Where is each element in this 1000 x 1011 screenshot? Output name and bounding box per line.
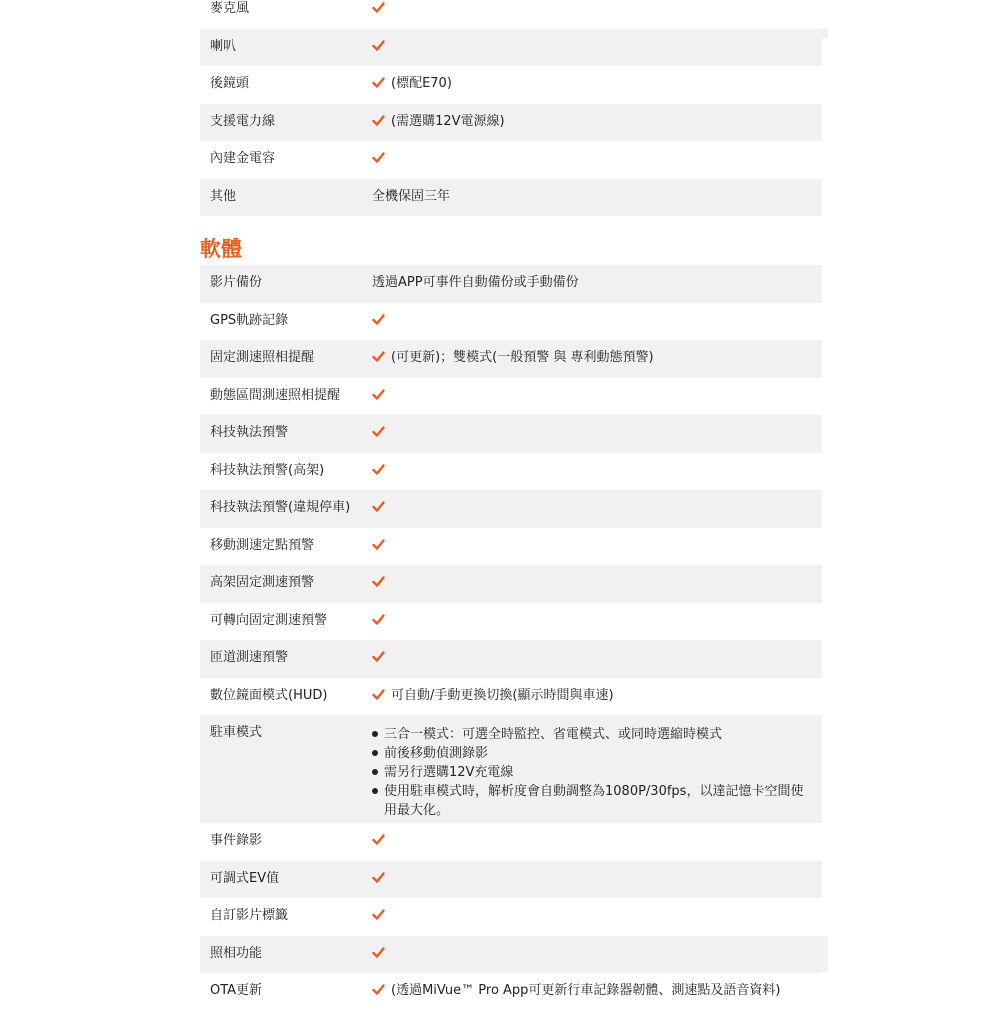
checkmark-icon xyxy=(372,650,385,663)
spec-row xyxy=(200,603,822,641)
spec-row xyxy=(200,141,822,179)
spec-row-value xyxy=(372,66,810,102)
spec-row-value xyxy=(372,0,810,27)
checkmark-icon xyxy=(372,313,385,326)
spec-row xyxy=(200,265,822,303)
spec-row-label: 後鏡頭 xyxy=(210,76,250,91)
spec-row-value xyxy=(372,415,810,451)
bullet-item: 需另行選購12V充電線 xyxy=(372,763,814,782)
bullet-item: 使用駐車模式時，解析度會自動調整為1080P/30fps，以達記憶卡空間使用最大化。 xyxy=(372,782,814,820)
spec-row-label: 事件錄影 xyxy=(210,833,263,848)
spec-row-value xyxy=(372,490,810,526)
spec-row xyxy=(200,565,822,603)
spec-row-label: 匝道測速預警 xyxy=(210,650,289,665)
checkmark-icon xyxy=(372,39,385,52)
spec-row-label: OTA更新 xyxy=(210,983,263,998)
checkmark-icon xyxy=(372,76,385,89)
spec-row-note: 可自動/手動更換切換(顯示時間與車速) xyxy=(391,687,614,703)
spec-row-label: 數位鏡面模式(HUD) xyxy=(210,687,328,703)
checkmark-icon xyxy=(372,613,385,626)
spec-row-label: 支援電力線 xyxy=(210,113,276,129)
spec-row-value xyxy=(372,453,810,489)
spec-row-label: 內建金電容 xyxy=(210,151,276,166)
spec-row-label: 照相功能 xyxy=(210,945,263,961)
checkmark-icon xyxy=(372,114,385,127)
spec-row xyxy=(200,453,822,491)
spec-row xyxy=(200,898,822,936)
spec-row-note: 全機保固三年 xyxy=(372,188,451,204)
spec-row-label: 麥克風 xyxy=(210,1,250,16)
spec-row-label: 其他 xyxy=(210,188,237,204)
spec-row xyxy=(200,0,822,29)
parking-mode-bullets xyxy=(372,725,814,820)
spec-row-value xyxy=(372,678,810,714)
spec-row-value xyxy=(372,603,810,639)
checkmark-icon xyxy=(372,538,385,551)
spec-row xyxy=(200,415,822,453)
spec-row-label: 動態區間測速照相提醒 xyxy=(210,387,341,403)
spec-row-value xyxy=(372,179,810,215)
spec-row-note: (標配E70) xyxy=(391,76,452,91)
spec-row xyxy=(200,678,822,716)
right-edge-strip-bottom xyxy=(822,936,828,972)
spec-row-label: 駐車模式 xyxy=(210,725,263,740)
spec-row-label: 可轉向固定測速預警 xyxy=(210,612,328,628)
spec-row xyxy=(200,823,822,861)
bullet-item: 三合一模式：可選全時監控、省電模式、或同時選縮時模式 xyxy=(372,725,814,744)
spec-row xyxy=(200,490,822,528)
checkmark-icon xyxy=(372,1,385,14)
spec-row-value xyxy=(372,340,810,376)
spec-row-parking-mode xyxy=(200,715,822,823)
spec-row xyxy=(200,378,822,416)
spec-row-value xyxy=(372,141,810,177)
checkmark-icon xyxy=(372,500,385,513)
spec-row-label: 影片備份 xyxy=(210,275,263,290)
checkmark-icon xyxy=(372,908,385,921)
spec-row-value xyxy=(372,528,810,564)
checkmark-icon xyxy=(372,151,385,164)
spec-row-label: 可調式EV值 xyxy=(210,870,280,886)
checkmark-icon xyxy=(372,833,385,846)
spec-row-label: 固定測速照相提醒 xyxy=(210,350,315,365)
checkmark-icon xyxy=(372,388,385,401)
spec-row xyxy=(200,528,822,566)
spec-row-value xyxy=(372,29,810,65)
spec-row xyxy=(200,29,822,67)
spec-row-value xyxy=(372,823,810,859)
checkmark-icon xyxy=(372,350,385,363)
spec-row-label: 高架固定測速預警 xyxy=(210,575,315,590)
checkmark-icon xyxy=(372,425,385,438)
spec-row-value xyxy=(372,565,810,601)
spec-row-value xyxy=(372,861,810,897)
spec-row-label: 科技執法預警(高架) xyxy=(210,462,325,478)
right-edge-strip-top xyxy=(822,28,828,38)
spec-row-value xyxy=(372,973,810,1009)
spec-row-value xyxy=(372,936,810,972)
spec-row-note: 透過APP可事件自動備份或手動備份 xyxy=(372,275,579,290)
spec-row-note: (透過MiVue™ Pro App可更新行車記錄器韌體、測速點及語音資料) xyxy=(391,983,781,998)
spec-row-label: 移動測速定點預警 xyxy=(210,537,315,553)
spec-row-value xyxy=(372,640,810,676)
spec-row-label: 喇叭 xyxy=(210,38,237,54)
spec-row xyxy=(200,104,822,142)
checkmark-icon xyxy=(372,575,385,588)
checkmark-icon xyxy=(372,463,385,476)
spec-row xyxy=(200,303,822,341)
spec-row-note: (需選購12V電源線) xyxy=(391,113,505,129)
spec-row-value xyxy=(372,265,810,301)
spec-row xyxy=(200,861,822,899)
checkmark-icon xyxy=(372,983,385,996)
checkmark-icon xyxy=(372,871,385,884)
spec-row-value xyxy=(372,378,810,414)
spec-row-value xyxy=(372,303,810,339)
bullet-item: 前後移動偵測錄影 xyxy=(372,744,814,763)
spec-row-value xyxy=(372,104,810,140)
spec-row xyxy=(200,973,822,1011)
software-section-title: 軟體 xyxy=(200,237,242,261)
spec-row xyxy=(200,179,822,217)
spec-row-label: 科技執法預警(違規停車) xyxy=(210,500,351,515)
checkmark-icon xyxy=(372,946,385,959)
spec-row-label: GPS軌跡記錄 xyxy=(210,312,289,328)
spec-row xyxy=(200,66,822,104)
spec-row-label: 科技執法預警 xyxy=(210,425,289,440)
spec-row-label: 自訂影片標籤 xyxy=(210,908,289,923)
spec-row-value xyxy=(372,898,810,934)
spec-row xyxy=(200,640,822,678)
checkmark-icon xyxy=(372,688,385,701)
spec-row-note: (可更新)；雙模式(一般預警 與 專利動態預警) xyxy=(391,350,654,365)
spec-row xyxy=(200,936,822,974)
spec-row xyxy=(200,340,822,378)
